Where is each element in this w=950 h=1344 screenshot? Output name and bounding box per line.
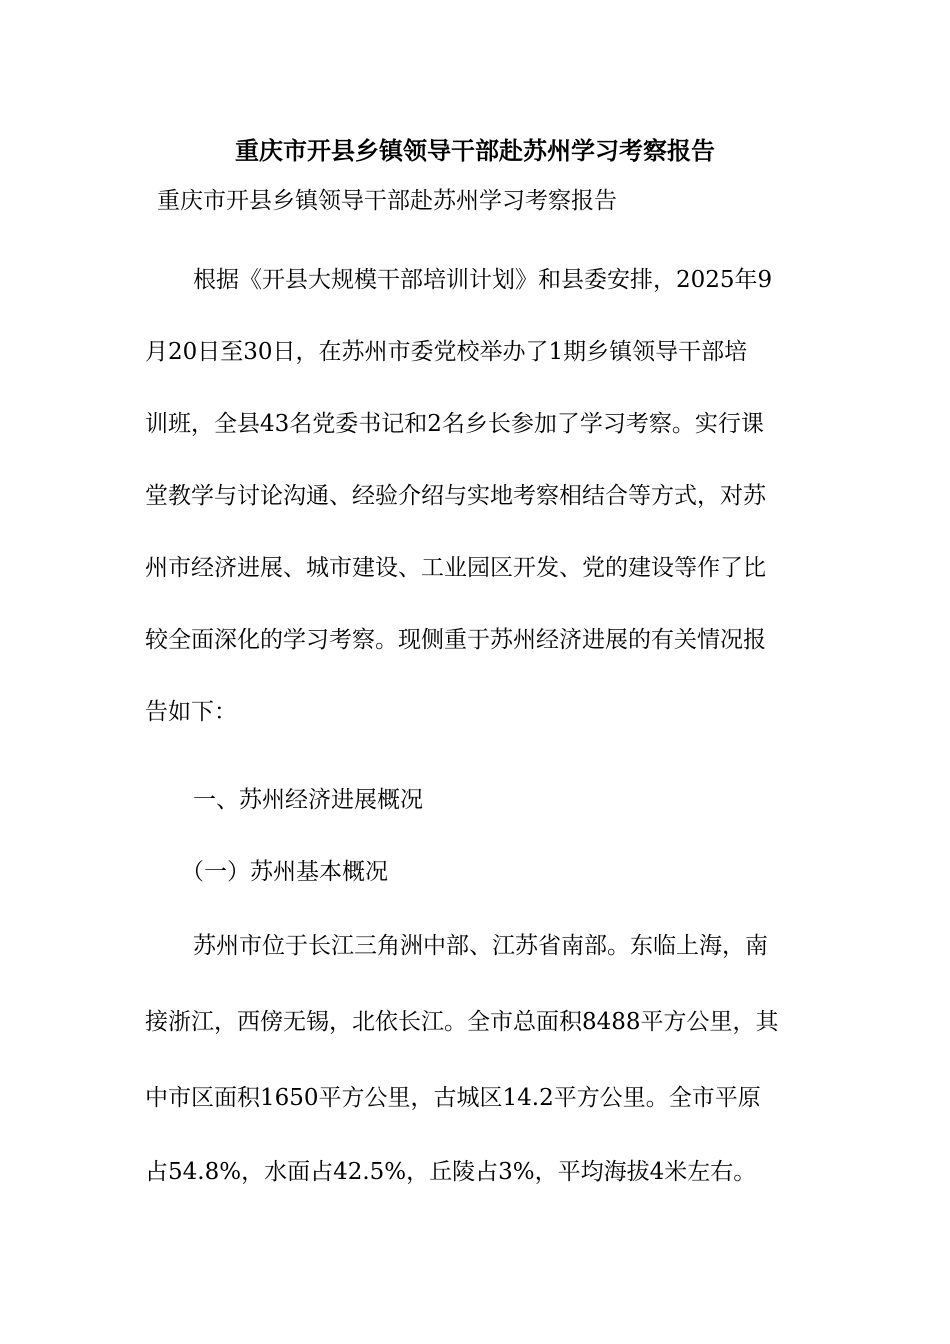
paragraph-line: 训班，全县43名党委书记和2名乡长参加了学习考察。实行课 <box>145 411 764 437</box>
paragraph-line: 告如下： <box>145 699 237 725</box>
paragraph-line: 苏州市位于长江三角洲中部、江苏省南部。东临上海，南 <box>193 933 768 959</box>
document-subtitle: 重庆市开县乡镇领导干部赴苏州学习考察报告 <box>157 188 617 214</box>
paragraph-line: 较全面深化的学习考察。现侧重于苏州经济进展的有关情况报 <box>145 627 766 653</box>
paragraph-line: 根据《开县大规模干部培训计划》和县委安排，2025年9 <box>193 267 773 293</box>
paragraph-line: 中市区面积1650平方公里，古城区14.2平方公里。全市平原 <box>145 1085 761 1111</box>
subsection-heading: （一）苏州基本概况 <box>181 859 388 885</box>
paragraph-line: 接浙江，西傍无锡，北依长江。全市总面积8488平方公里，其 <box>145 1009 779 1035</box>
section-heading: 一、苏州经济进展概况 <box>193 787 423 813</box>
paragraph-line: 州市经济进展、城市建设、工业园区开发、党的建设等作了比 <box>145 555 766 581</box>
document-title: 重庆市开县乡镇领导干部赴苏州学习考察报告 <box>235 136 715 165</box>
paragraph-line: 堂教学与讨论沟通、经验介绍与实地考察相结合等方式，对苏 <box>145 483 766 509</box>
paragraph-line: 月20日至30日，在苏州市委党校举办了1期乡镇领导干部培 <box>145 339 748 365</box>
paragraph-line: 占54.8%，水面占42.5%，丘陵占3%，平均海拔4米左右。 <box>145 1159 757 1185</box>
